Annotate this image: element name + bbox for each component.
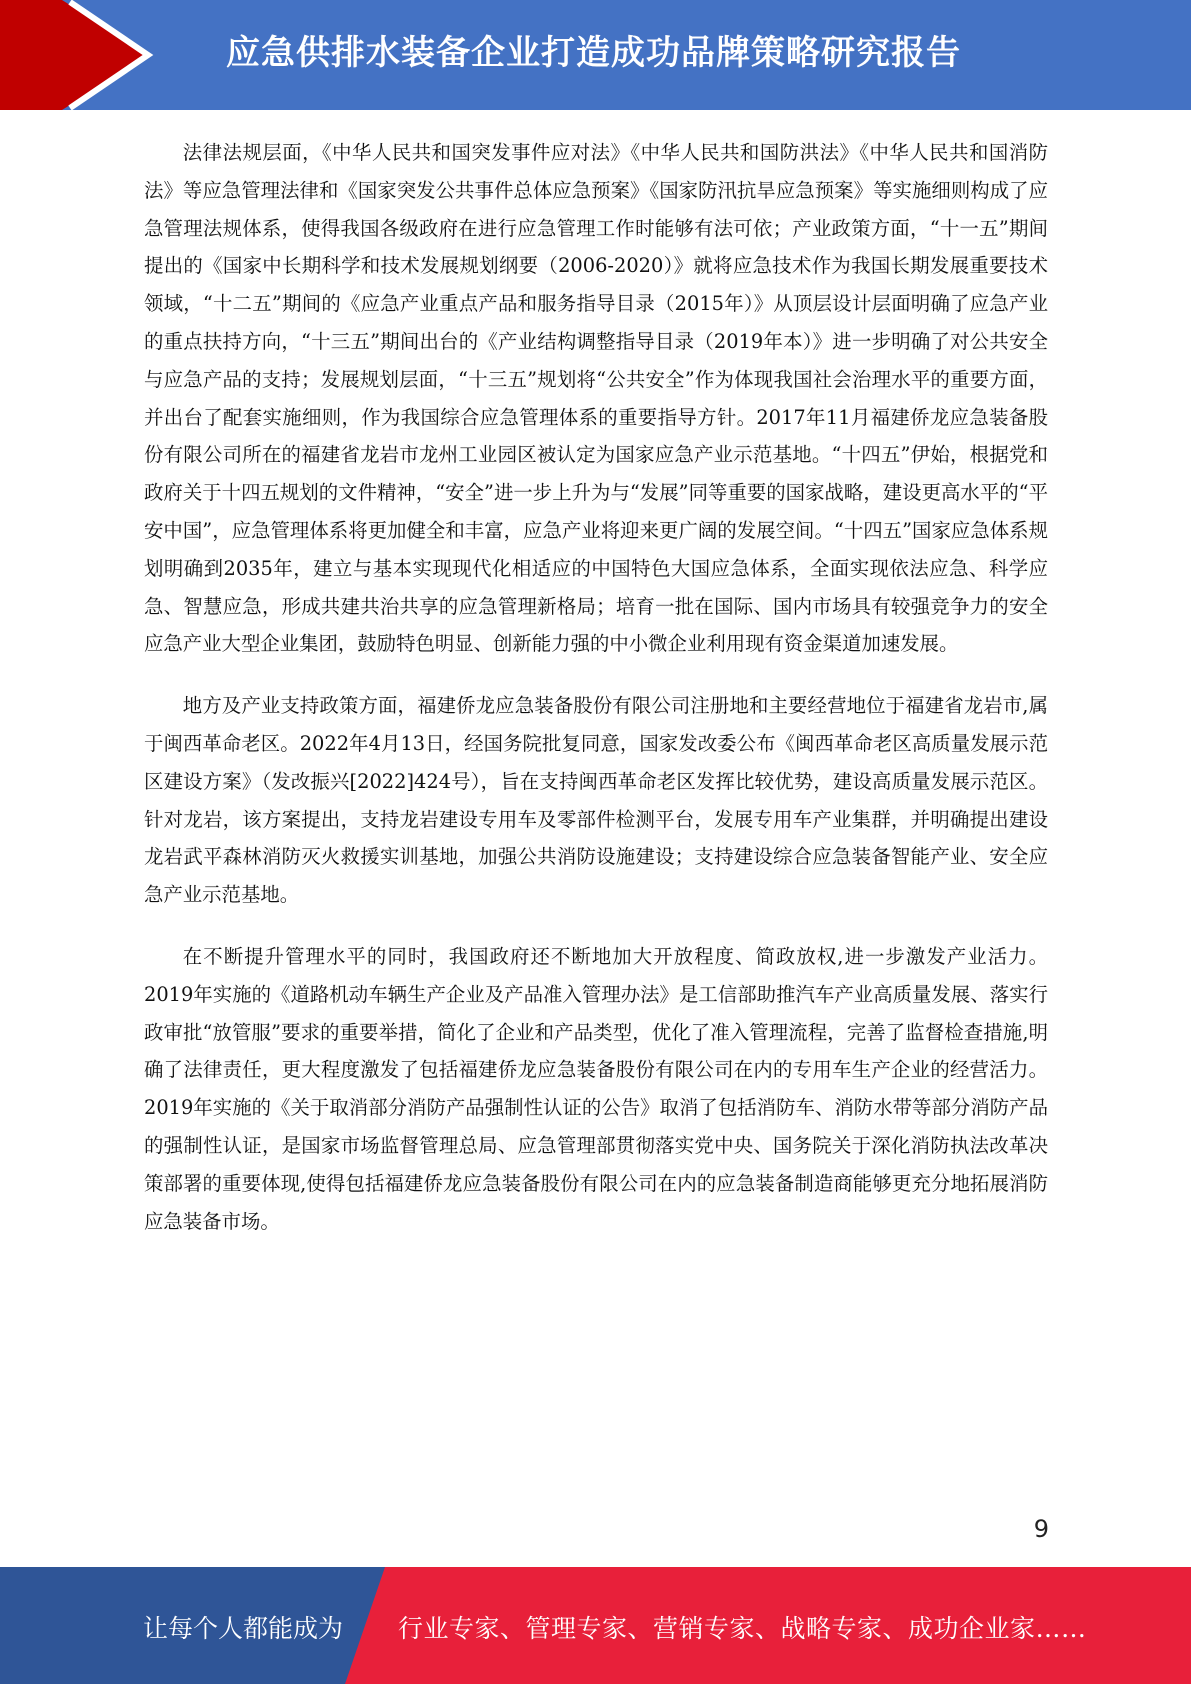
paragraph-deregulation: 在不断提升管理水平的同时，我国政府还不断地加大开放程度、简政放权,进一步激发产业活力。2019年实施的《道路机动车辆生产企业及产品准入管理办法》是工信部助推汽车产业高质量发展、落实行政审批“放管服”要求的重要举措，简化了企业和产品类型，优化了准入管理流程，完善了监督检查措施,明确了法律责任，更大程度激发了包括福建侨龙应急装备股份有限公司在内的专用车生产企业的经营活力。2019年实施的《关于取消部分消防产品强制性认证的公告》取消了包括消防车、消防水带等部分消防产品的强制性认证，是国家市场监督管理总局、应急管理部贯彻落实党中央、国务院关于深化消防执法改革决策部署的重要体现,使得包括福建侨龙应急装备股份有限公司在内的应急装备制造商能够更充分地拓展消防应急装备市场。 (144, 944, 1048, 1233)
page-footer (0, 1567, 1191, 1684)
body-text (144, 134, 1048, 1264)
page-number: 9 (1033, 1515, 1049, 1543)
paragraph-local-policy: 地方及产业支持政策方面，福建侨龙应急装备股份有限公司注册地和主要经营地位于福建省龙岩市,属于闽西革命老区。2022年4月13日，经国务院批复同意，国家发改委公布《闽西革命老区高质量发展示范区建设方案》（发改振兴[2022]424号），旨在支持闽西革命老区发挥比较优势，建设高质量发展示范区。针对龙岩，该方案提出，支持龙岩建设专用车及零部件检测平台，发展专用车产业集群，并明确提出建设龙岩武平森林消防灭火救援实训基地，加强公共消防设施建设；支持建设综合应急装备智能产业、安全应急产业示范基地。 (144, 694, 1048, 907)
red-arrow-icon (0, 0, 160, 110)
footer-slogan-right: 行业专家、管理专家、营销专家、战略专家、成功企业家…… (398, 1614, 1087, 1643)
footer-slogan-left: 让每个人都能成为 (143, 1614, 344, 1643)
page-header (0, 0, 1191, 110)
paragraph-legal-policy: 法律法规层面，《中华人民共和国突发事件应对法》《中华人民共和国防洪法》《中华人民共和国消防法》等应急管理法律和《国家突发公共事件总体应急预案》《国家防汛抗旱应急预案》等实施细则构成了应急管理法规体系，使得我国各级政府在进行应急管理工作时能够有法可依；产业政策方面，“十一五”期间提出的《国家中长期科学和技术发展规划纲要（2006-2020）》就将应急技术作为我国长期发展重要技术领域，“十二五”期间的《应急产业重点产品和服务指导目录（2015年）》从顶层设计层面明确了应急产业的重点扶持方向，“十三五”期间出台的《产业结构调整指导目录（2019年本）》进一步明确了对公共安全与应急产品的支持；发展规划层面，“十三五”规划将“公共安全”作为体现我国社会治理水平的重要方面，并出台了配套实施细则，作为我国综合应急管理体系的重要指导方针。2017年11月福建侨龙应急装备股份有限公司所在的福建省龙岩市龙州工业园区被认定为国家应急产业示范基地。“十四五”伊始，根据党和政府关于十四五规划的文件精神，“安全”进一步上升为与“发展”同等重要的国家战略，建设更高水平的“平安中国”，应急管理体系将更加健全和丰富，应急产业将迎来更广阔的发展空间。“十四五”国家应急体系规划明确到2035年，建立与基本实现现代化相适应的中国特色大国应急体系，全面实现依法应急、科学应急、智慧应急，形成共建共治共享的应急管理新格局；培育一批在国际、国内市场具有较强竞争力的安全应急产业大型企业集团，鼓励特色明显、创新能力强的中小微企业利用现有资金渠道加速发展。 (144, 141, 1048, 656)
report-title: 应急供排水装备企业打造成功品牌策略研究报告 (226, 33, 961, 73)
